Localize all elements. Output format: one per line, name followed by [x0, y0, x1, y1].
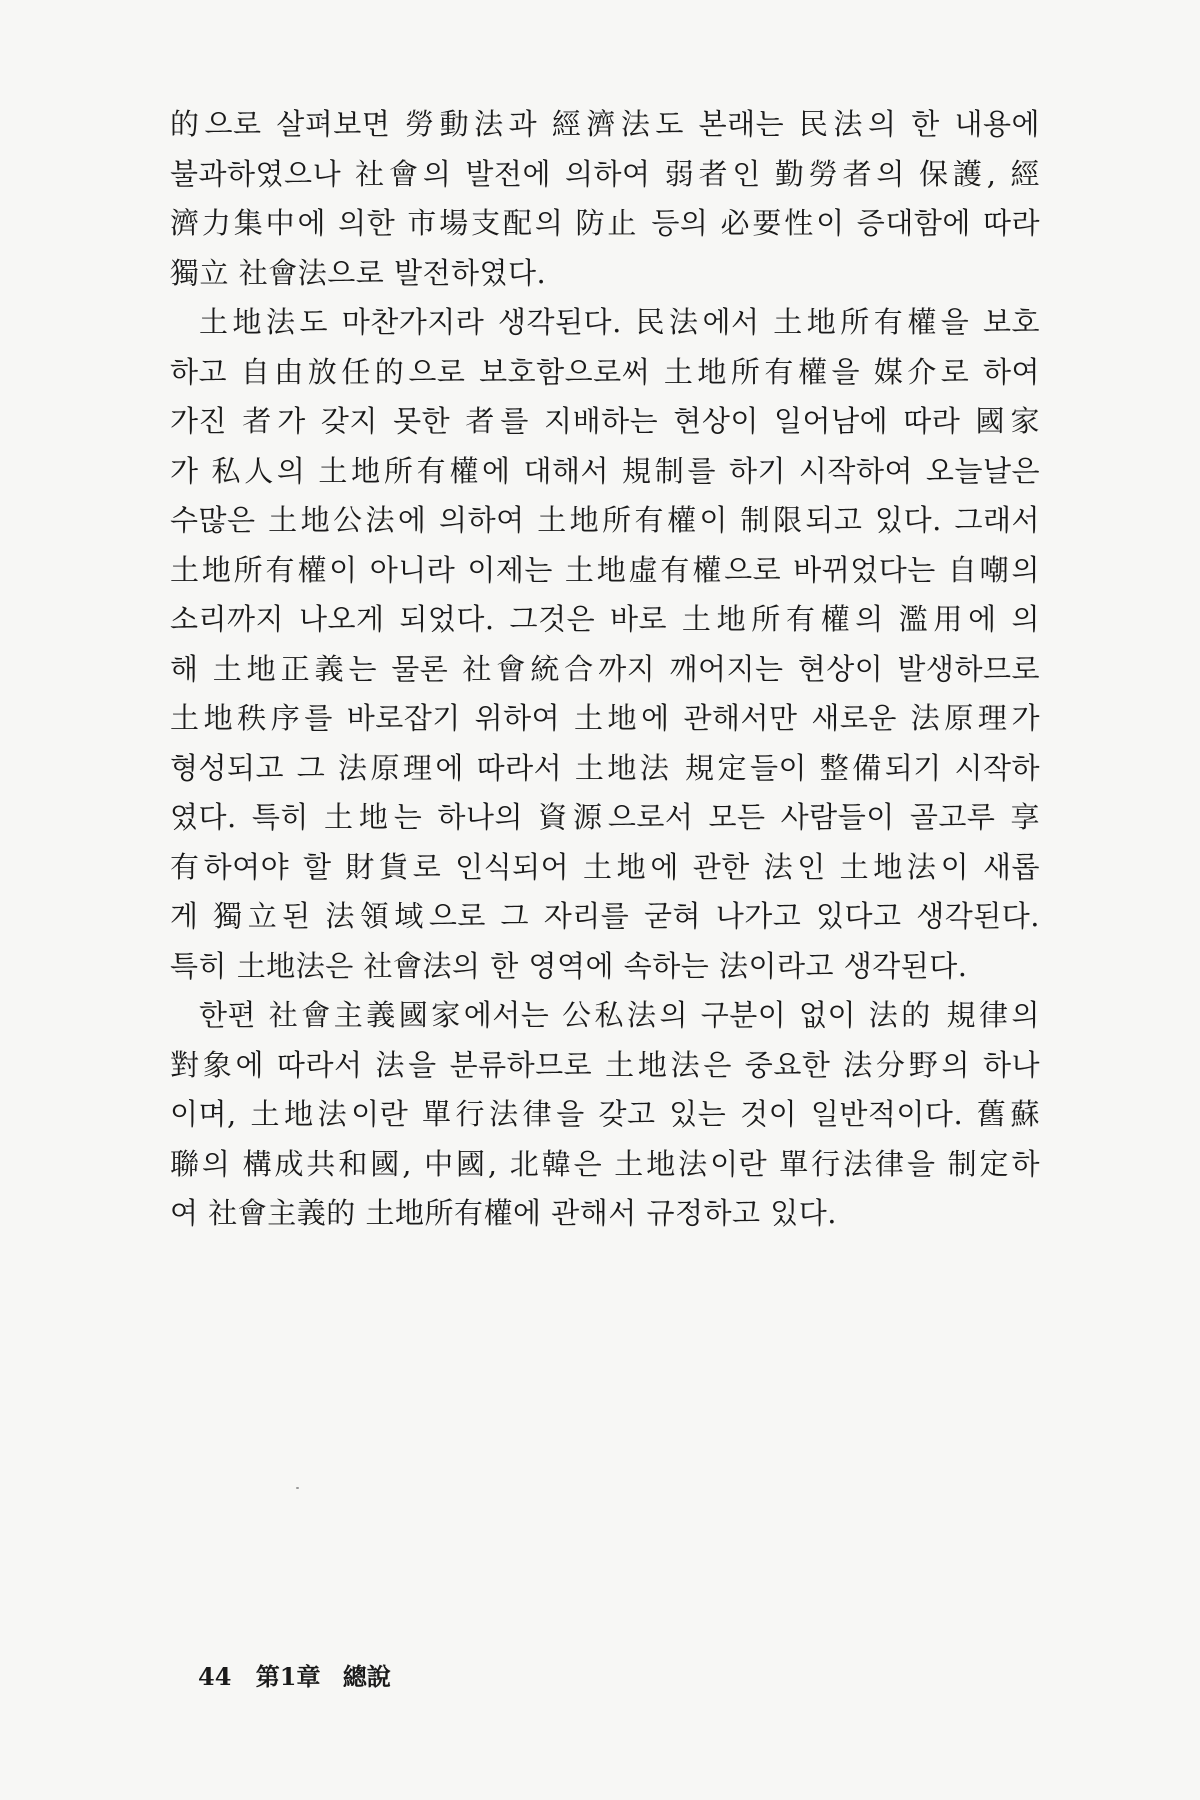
text-line: 게 獨立된 法領域으로 그 자리를 굳혀 나가고 있다고 생각된다.	[170, 899, 1040, 933]
paragraph	[170, 991, 1040, 1239]
paragraph	[170, 298, 1040, 991]
text-line: 였다. 특히 土地는 하나의 資源으로서 모든 사람들이 골고루 享	[170, 800, 1040, 834]
text-line: 불과하였으나 社會의 발전에 의하여 弱者인 勤勞者의 保護, 經	[170, 156, 1040, 191]
text-line: 獨立 社會法으로 발전하였다.	[170, 255, 547, 290]
text-line: 土地法도 마찬가지라 생각된다. 民法에서 土地所有權을 보호	[199, 305, 1040, 339]
text-line: 가진 者가 갖지 못한 者를 지배하는 현상이 일어남에 따라 國家	[170, 404, 1040, 438]
text-line: 土地秩序를 바로잡기 위하여 土地에 관해서만 새로운 法原理가	[170, 701, 1040, 735]
text-line: 가 私人의 土地所有權에 대해서 規制를 하기 시작하여 오늘날은	[170, 453, 1040, 488]
text-line: 濟力集中에 의한 市場支配의 防止 등의 必要性이 증대함에 따라	[170, 206, 1040, 240]
page-number: 44	[198, 1662, 232, 1691]
text-line: 여 社會主義的 土地所有權에 관해서 규정하고 있다.	[170, 1196, 837, 1230]
text-line: 수많은 土地公法에 의하여 土地所有權이 制限되고 있다. 그래서	[170, 503, 1040, 537]
scan-speck	[296, 1487, 299, 1489]
chapter-label: 第1章	[255, 1662, 321, 1691]
text-line: 有하여야 할 財貨로 인식되어 土地에 관한 法인 土地法이 새롭	[170, 849, 1040, 884]
text-line: 이며, 土地法이란 單行法律을 갖고 있는 것이 일반적이다. 舊蘇	[170, 1097, 1040, 1131]
text-line: 土地所有權이 아니라 이제는 土地虛有權으로 바뀌었다는 自嘲의	[170, 552, 1040, 587]
body-text	[170, 100, 1040, 1239]
text-line: 聯의 構成共和國, 中國, 北韓은 土地法이란 單行法律을 制定하	[170, 1146, 1040, 1181]
text-line: 한편 社會主義國家에서는 公私法의 구분이 없이 法的 規律의	[199, 998, 1040, 1032]
section-label: 總說	[342, 1662, 391, 1691]
text-line: 특히 土地法은 社會法의 한 영역에 속하는 法이라고 생각된다.	[170, 948, 968, 983]
text-line: 的으로 살펴보면 勞動法과 經濟法도 본래는 民法의 한 내용에	[170, 107, 1040, 141]
page-footer	[198, 1657, 391, 1692]
text-line: 對象에 따라서 法을 분류하므로 土地法은 중요한 法分野의 하나	[170, 1047, 1040, 1082]
paragraph	[170, 100, 1040, 298]
text-line: 해 土地正義는 물론 社會統合까지 깨어지는 현상이 발생하므로	[170, 651, 1040, 686]
text-line: 소리까지 나오게 되었다. 그것은 바로 土地所有權의 濫用에 의	[170, 602, 1040, 636]
text-line: 하고 自由放任的으로 보호함으로써 土地所有權을 媒介로 하여	[170, 354, 1040, 389]
text-line: 형성되고 그 法原理에 따라서 土地法 規定들이 整備되기 시작하	[170, 750, 1040, 785]
